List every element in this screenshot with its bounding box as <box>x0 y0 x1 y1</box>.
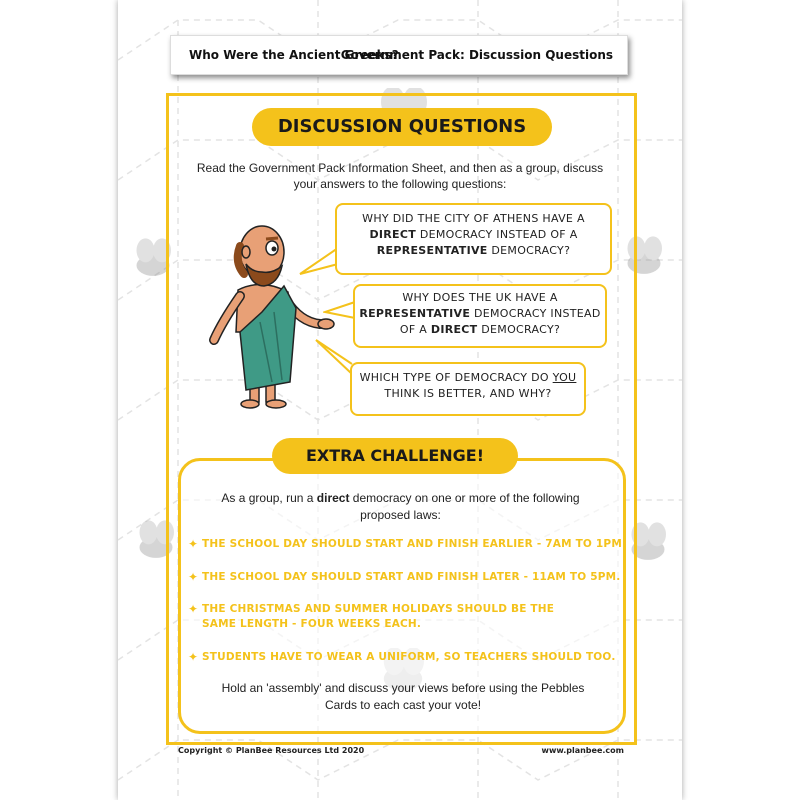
discussion-intro: Read the Government Pack Information Sheet, and then as a group, discuss your answers to the following questions: <box>196 161 604 191</box>
greek-philosopher-illustration <box>200 212 340 412</box>
question-3-text: WHICH TYPE OF DEMOCRACY DO <box>359 371 553 384</box>
discussion-questions-heading: DISCUSSION QUESTIONS <box>252 108 552 146</box>
question-1-text: WHY DID THE CITY OF ATHENS HAVE A <box>362 212 585 225</box>
header-pack-title: Government Pack: Discussion Questions <box>340 48 613 62</box>
law-item <box>188 570 628 585</box>
speech-bubble-tail <box>298 244 340 278</box>
law-text: THE SCHOOL DAY SHOULD START AND FINISH EARLIER - 7AM TO 1PM. <box>202 538 627 550</box>
law-item <box>188 650 628 665</box>
law-text: THE SCHOOL DAY SHOULD START AND FINISH LATER - 11AM TO 5PM. <box>202 571 621 583</box>
law-text: STUDENTS HAVE TO WEAR A UNIFORM, SO TEACHERS SHOULD TOO. <box>202 651 616 663</box>
question-2-emphasis-representative: REPRESENTATIVE <box>359 307 471 320</box>
question-1-emphasis-direct: DIRECT <box>369 228 417 241</box>
law-item <box>188 537 628 552</box>
law-text: THE CHRISTMAS AND SUMMER HOLIDAYS SHOULD BE THE SAME LENGTH - FOUR WEEKS EACH. <box>202 603 555 630</box>
page-header <box>170 35 628 75</box>
star-bullet-icon: ✦ <box>188 602 199 616</box>
challenge-outro: Hold an 'assembly' and discuss your views before using the Pebbles Cards to each cast your vote! <box>221 681 585 712</box>
question-2-text: DEMOCRACY? <box>477 323 561 336</box>
challenge-intro-text: democracy on one or more of the following proposed laws: <box>349 491 580 522</box>
website-link[interactable]: www.planbee.com <box>541 746 624 755</box>
question-1-text: DEMOCRACY? <box>487 244 571 257</box>
header-topic-title: Who Were the Ancient Greeks? <box>189 48 399 62</box>
question-2-text: WHY DOES THE UK HAVE A <box>402 291 558 304</box>
question-3-emphasis-you: YOU <box>552 371 577 384</box>
question-1-emphasis-representative: REPRESENTATIVE <box>376 244 488 257</box>
challenge-intro-text: As a group, run a <box>221 491 317 505</box>
question-bubble-3 <box>350 362 586 416</box>
challenge-intro <box>198 490 603 524</box>
speech-bubble-tail <box>314 336 354 376</box>
worksheet-page <box>118 0 682 800</box>
question-bubble-1 <box>335 203 612 275</box>
star-bullet-icon: ✦ <box>188 650 199 664</box>
question-2-emphasis-direct: DIRECT <box>430 323 478 336</box>
challenge-intro-emphasis: direct <box>316 491 350 505</box>
question-2-text: DEMOCRACY INSTEAD OF A <box>399 307 601 336</box>
question-3-text: THINK IS BETTER, AND WHY? <box>384 387 552 400</box>
copyright-notice: Copyright © PlanBee Resources Ltd 2020 <box>178 746 365 755</box>
question-1-text: DEMOCRACY INSTEAD OF A <box>416 228 578 241</box>
question-bubble-2 <box>353 284 607 348</box>
star-bullet-icon: ✦ <box>188 570 199 584</box>
speech-bubble-tail <box>323 300 357 322</box>
star-bullet-icon: ✦ <box>188 537 199 551</box>
extra-challenge-heading: EXTRA CHALLENGE! <box>272 438 518 474</box>
law-item <box>188 602 588 632</box>
